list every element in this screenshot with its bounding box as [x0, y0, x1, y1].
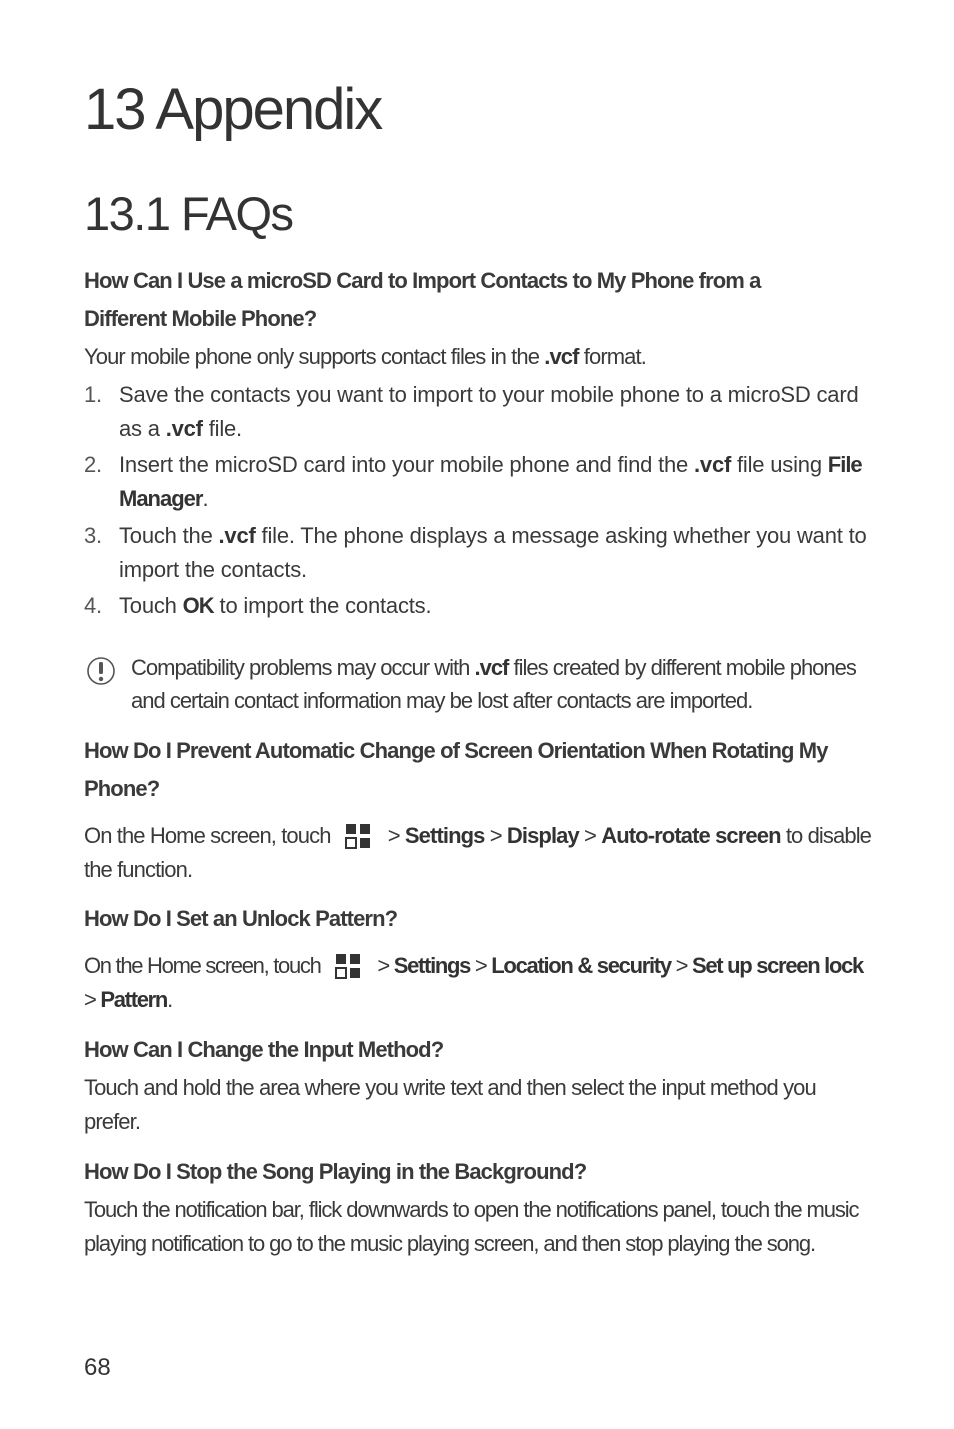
caution-icon	[86, 656, 116, 686]
faq1-question: How Can I Use a microSD Card to Import Contacts to My Phone from a Different Mobile Phone?	[84, 268, 761, 331]
app-grid-icon	[335, 953, 361, 979]
faq1-step-2: 2. Insert the microSD card into your mobile phone and find the .vcf file using File Manager.	[84, 452, 862, 511]
faq4-answer: Touch and hold the area where you write text and then select the input method you prefer.	[84, 1075, 816, 1134]
faq1-intro: Your mobile phone only supports contact files in the .vcf format.	[84, 344, 646, 369]
faq2-answer: On the Home screen, touch > Settings > Display > Auto-rotate screen to disable the function.	[84, 823, 872, 882]
faq2-question: How Do I Prevent Automatic Change of Screen Orientation When Rotating My Phone?	[84, 738, 828, 801]
faq5-question: How Do I Stop the Song Playing in the Background?	[84, 1159, 587, 1184]
chapter-title: 13 Appendix	[84, 77, 382, 142]
faq3-question: How Do I Set an Unlock Pattern?	[84, 906, 398, 931]
faq1-step-3: 3. Touch the .vcf file. The phone displays a message asking whether you want to import the contacts.	[84, 523, 867, 582]
faq1-step-4: 4. Touch OK to import the contacts.	[84, 593, 432, 618]
compatibility-note: Compatibility problems may occur with .vcf files created by different mobile phones and certain contact information may be lost after contacts are imported.	[84, 651, 874, 717]
app-grid-icon	[345, 823, 371, 849]
faq4-question: How Can I Change the Input Method?	[84, 1037, 444, 1062]
section-title: 13.1 FAQs	[84, 187, 293, 240]
faq3-answer: On the Home screen, touch > Settings > Location & security > Set up screen lock > Pattern.	[84, 953, 863, 1012]
faq1-step-1: 1. Save the contacts you want to import to your mobile phone to a microSD card as a .vcf file.	[84, 382, 859, 441]
page-number: 68	[84, 1354, 111, 1381]
faq5-answer: Touch the notification bar, flick downwards to open the notifications panel, touch the music playing notification to go to the music playing screen, and then stop playing the song.	[84, 1197, 859, 1256]
